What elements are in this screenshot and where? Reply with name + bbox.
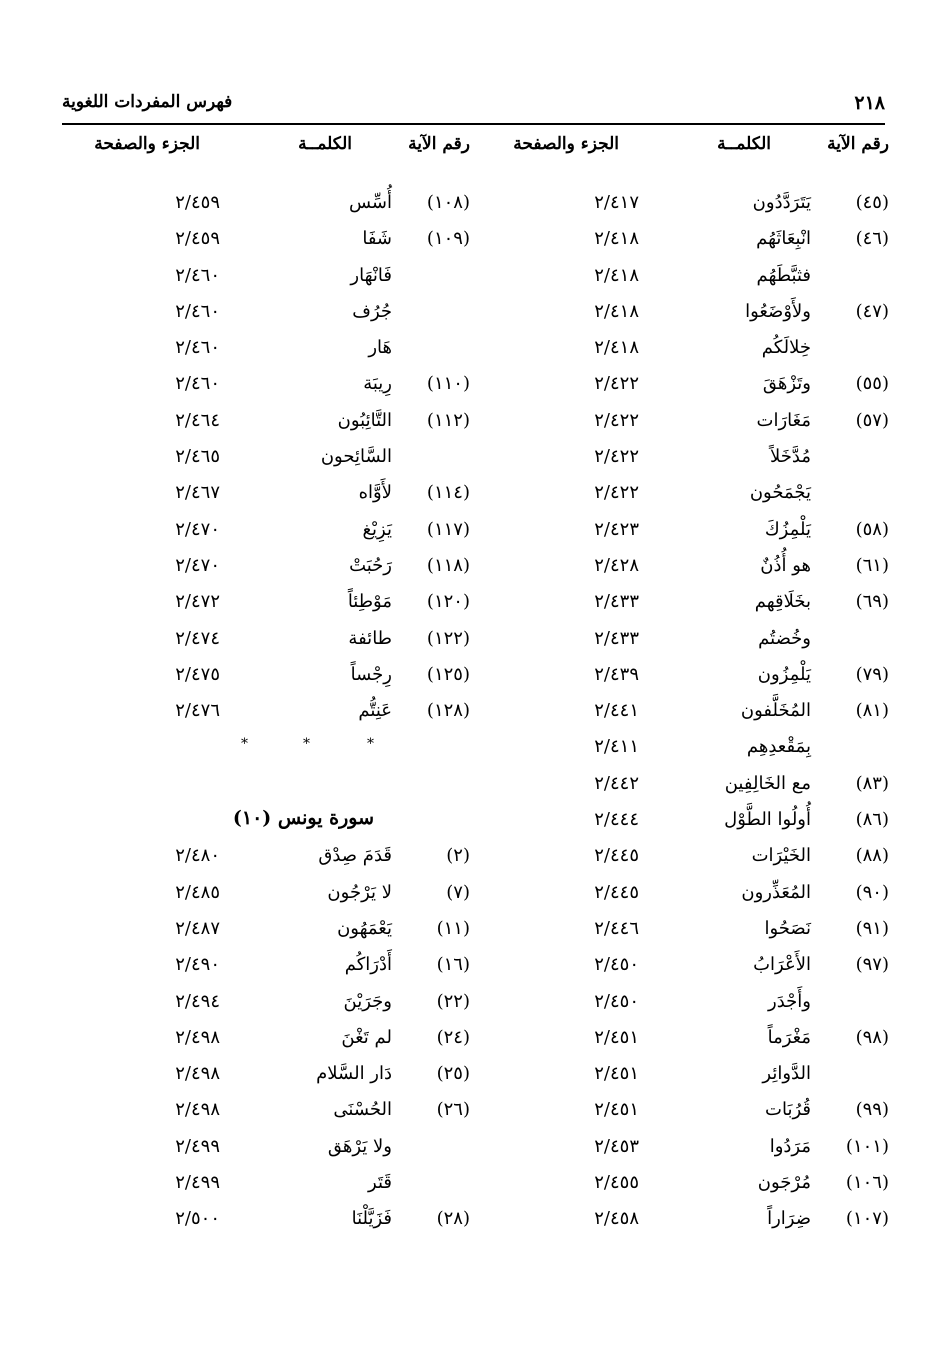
separator-star: * — [241, 736, 248, 753]
entry-word: يَلْمِزُكَ — [764, 518, 811, 540]
index-entry — [481, 985, 889, 1021]
entry-word: قَتَر — [368, 1172, 392, 1194]
index-entry — [481, 585, 889, 621]
entry-volume-page: ٢/٤٧٠ — [175, 554, 220, 576]
index-entry — [481, 767, 889, 803]
page-number: ٢١٨ — [854, 92, 885, 114]
entry-aya-number: (٥٨) — [855, 518, 889, 540]
entry-volume-page: ٢/٤٩٩ — [175, 1135, 220, 1157]
entry-word: لأَوَّاه — [358, 482, 392, 504]
entry-volume-page: ٢/٤٥٠ — [594, 990, 639, 1012]
separator-star: * — [303, 736, 310, 753]
entry-aya-number: (١٢٥) — [426, 663, 470, 685]
entry-volume-page: ٢/٤٨٠ — [175, 845, 220, 867]
entry-volume-page: ٢/٤٥١ — [594, 1063, 639, 1085]
entry-aya-number: (٤٧) — [855, 300, 889, 322]
entry-volume-page: ٢/٤٨٧ — [175, 917, 220, 939]
index-entry — [62, 1202, 470, 1238]
entry-word: فَزَيَّلْنَا — [351, 1208, 392, 1230]
entry-word: ضِرَاراً — [767, 1208, 811, 1230]
entry-word: هو أُذُنٌ — [760, 554, 811, 576]
entry-word: بِمَقْعدِهِم — [746, 736, 811, 758]
entry-word: يَلْمِزُون — [757, 663, 811, 685]
entry-word: الخَيْرَات — [751, 845, 811, 867]
entry-word: نَصَحُوا — [764, 917, 811, 939]
entry-aya-number: (٨٦) — [855, 809, 889, 831]
entry-volume-page: ٢/٤١٨ — [594, 337, 639, 359]
entry-aya-number: (٢٤) — [436, 1026, 470, 1048]
index-entry — [481, 1166, 889, 1202]
entry-volume-page: ٢/٤٥١ — [594, 1026, 639, 1048]
index-entry — [62, 440, 470, 476]
entry-word: يَجْمَحُون — [749, 482, 811, 504]
index-entry — [62, 1166, 470, 1202]
entry-volume-page: ٢/٤٥٣ — [594, 1135, 639, 1157]
entry-volume-page: ٢/٤٩٩ — [175, 1172, 220, 1194]
entry-volume-page: ٢/٤٢٨ — [594, 554, 639, 576]
entry-word: يَزِيْغ — [362, 518, 392, 540]
index-entry — [481, 259, 889, 295]
index-entry — [62, 839, 470, 875]
index-entry — [481, 331, 889, 367]
entry-aya-number: (٩٨) — [855, 1026, 889, 1048]
entry-volume-page: ٢/٤٤١ — [594, 700, 639, 722]
index-entry — [481, 948, 889, 984]
entry-volume-page: ٢/٤١٨ — [594, 264, 639, 286]
index-entry — [481, 839, 889, 875]
entry-aya-number: (٥٥) — [855, 373, 889, 395]
entry-volume-page: ٢/٤٩٨ — [175, 1063, 220, 1085]
entry-word: بخَلَاقِهم — [754, 591, 811, 613]
entry-word: المُعَذِّرون — [741, 881, 811, 903]
entry-aya-number: (٥٧) — [855, 409, 889, 431]
index-entry — [62, 186, 470, 222]
index-entry — [62, 1093, 470, 1129]
entry-volume-page: ٢/٤١٨ — [594, 228, 639, 250]
index-column-right — [481, 128, 889, 1268]
section-separator — [62, 730, 470, 766]
index-entry — [481, 622, 889, 658]
entry-aya-number: (٧) — [446, 881, 470, 903]
entry-volume-page: ٢/٤٥٥ — [594, 1172, 639, 1194]
header-aya-number: رقم الآية — [408, 134, 470, 154]
entry-word: فثبَّطَهُم — [756, 264, 811, 286]
spacer — [62, 767, 470, 803]
entry-aya-number: (٤٥) — [855, 192, 889, 213]
entry-aya-number: (١٠٨) — [426, 192, 470, 213]
entry-volume-page: ٢/٤٦٠ — [175, 337, 220, 359]
header-aya-number: رقم الآية — [827, 134, 889, 154]
index-entry — [62, 658, 470, 694]
entry-volume-page: ٢/٤٩٨ — [175, 1099, 220, 1121]
entry-aya-number: (١٢٢) — [426, 627, 470, 649]
entry-word: دَار السَّلام — [316, 1063, 392, 1085]
entries-surah-tawba — [62, 186, 470, 730]
index-entry — [62, 295, 470, 331]
entry-word: فَانْهَار — [350, 264, 392, 286]
index-entry — [481, 1057, 889, 1093]
index-entry — [481, 1021, 889, 1057]
index-entry — [62, 1057, 470, 1093]
entry-aya-number: (١٦) — [436, 954, 470, 976]
index-entry — [62, 476, 470, 512]
entry-volume-page: ٢/٤٤٢ — [594, 772, 639, 794]
entry-volume-page: ٢/٤٣٣ — [594, 627, 639, 649]
index-entry — [481, 876, 889, 912]
index-entry — [62, 404, 470, 440]
entry-volume-page: ٢/٤٣٣ — [594, 591, 639, 613]
entry-aya-number: (٩١) — [855, 917, 889, 939]
index-entry — [62, 985, 470, 1021]
entry-aya-number: (٦١) — [855, 554, 889, 576]
entry-aya-number: (١٢٨) — [426, 700, 470, 722]
entry-word: يَتَرَدَّدُون — [752, 192, 811, 213]
entry-word: انْبِعَاثَهُم — [756, 228, 811, 250]
entry-volume-page: ٢/٤٩٠ — [175, 954, 220, 976]
index-entry — [62, 549, 470, 585]
entry-aya-number: (١١٤) — [426, 482, 470, 504]
index-entry — [481, 658, 889, 694]
entry-volume-page: ٢/٤٤٤ — [594, 809, 639, 831]
surah-title: سورة يونس (١٠) — [232, 807, 374, 830]
header-volume-page: الجزء والصفحة — [513, 134, 619, 154]
entry-word: طائفة — [348, 627, 392, 649]
index-entry — [481, 1093, 889, 1129]
index-entry — [62, 948, 470, 984]
entry-word: مَوْطِئاً — [347, 591, 392, 613]
entry-aya-number: (٧٩) — [855, 663, 889, 685]
entry-volume-page: ٢/٤٩٨ — [175, 1026, 220, 1048]
separator-star: * — [367, 736, 374, 753]
entry-volume-page: ٢/٤٧٠ — [175, 518, 220, 540]
index-entry — [62, 331, 470, 367]
entry-aya-number: (١٠٩) — [426, 228, 470, 250]
index-entry — [62, 912, 470, 948]
entry-aya-number: (٦٩) — [855, 591, 889, 613]
entry-word: مَغَارَات — [756, 409, 811, 431]
entry-volume-page: ٢/٤٦٠ — [175, 373, 220, 395]
index-entry — [62, 694, 470, 730]
index-entry — [481, 513, 889, 549]
entry-volume-page: ٢/٤٧٢ — [175, 591, 220, 613]
header-rule — [62, 123, 885, 125]
entry-aya-number: (٩٧) — [855, 954, 889, 976]
entry-word: وجَرَيْنَ — [343, 990, 392, 1012]
index-entry — [62, 222, 470, 258]
entry-volume-page: ٢/٤٢٢ — [594, 409, 639, 431]
entry-word: أُسِّس — [348, 192, 392, 213]
entry-word: قَدَمَ صِدْق — [318, 845, 392, 867]
index-entry — [481, 295, 889, 331]
index-entry — [62, 513, 470, 549]
entry-word: مَغْرَماً — [767, 1026, 811, 1048]
entry-volume-page: ٢/٤٦٠ — [175, 264, 220, 286]
entry-volume-page: ٢/٤٥٩ — [175, 192, 220, 213]
entry-aya-number: (١٢٠) — [426, 591, 470, 613]
header-word: الكلمــة — [298, 134, 352, 154]
entry-aya-number: (١١٨) — [426, 554, 470, 576]
index-entry — [481, 476, 889, 512]
index-entry — [62, 259, 470, 295]
entry-volume-page: ٢/٤١٨ — [594, 300, 639, 322]
entry-word: مُرْجَون — [757, 1172, 811, 1194]
entry-volume-page: ٢/٤٢٢ — [594, 373, 639, 395]
entries-right — [481, 186, 889, 1239]
entry-volume-page: ٢/٤٧٤ — [175, 627, 220, 649]
entry-volume-page: ٢/٤٥٨ — [594, 1208, 639, 1230]
entry-aya-number: (٩٠) — [855, 881, 889, 903]
entry-volume-page: ٢/٤٧٦ — [175, 700, 220, 722]
index-entry — [62, 585, 470, 621]
entry-aya-number: (١١) — [436, 917, 470, 939]
entry-word: لم تَغْنَ — [341, 1026, 392, 1048]
entry-aya-number: (٨٨) — [855, 845, 889, 867]
entry-aya-number: (٢٥) — [436, 1063, 470, 1085]
header-word: الكلمــة — [717, 134, 771, 154]
entry-aya-number: (١١٠) — [426, 373, 470, 395]
index-entry — [62, 367, 470, 403]
index-entry — [62, 876, 470, 912]
entry-word: الأَعْرَابُ — [753, 954, 811, 976]
entry-word: وخُضتُم — [758, 627, 811, 649]
index-entry — [62, 1021, 470, 1057]
entry-aya-number: (١١٢) — [426, 409, 470, 431]
entry-word: جُرُف — [352, 300, 392, 322]
entry-word: السَّائِحون — [320, 446, 392, 468]
entry-word: عَنِتُّم — [358, 700, 392, 722]
index-entry — [481, 803, 889, 839]
entry-volume-page: ٢/٤١١ — [594, 736, 639, 758]
entry-aya-number: (٤٦) — [855, 228, 889, 250]
index-entry — [481, 440, 889, 476]
entry-aya-number: (٢٨) — [436, 1208, 470, 1230]
entry-aya-number: (١٠٦) — [845, 1172, 889, 1194]
entry-aya-number: (٢٢) — [436, 990, 470, 1012]
entry-word: ولأَوْضَعُوا — [745, 300, 811, 322]
entry-volume-page: ٢/٤٦٠ — [175, 300, 220, 322]
index-entry — [481, 186, 889, 222]
entry-word: مَرَدُوا — [769, 1135, 811, 1157]
index-entry — [481, 549, 889, 585]
header-volume-page: الجزء والصفحة — [94, 134, 200, 154]
entry-word: رِيبَة — [363, 373, 392, 395]
entry-volume-page: ٢/٤٦٥ — [175, 446, 220, 468]
index-entry — [481, 1130, 889, 1166]
entry-volume-page: ٢/٤٤٦ — [594, 917, 639, 939]
entry-aya-number: (١٠١) — [845, 1135, 889, 1157]
entry-volume-page: ٢/٤٢٣ — [594, 518, 639, 540]
entry-word: وأَجْدَر — [768, 990, 811, 1012]
column-headers — [62, 128, 470, 170]
entry-volume-page: ٢/٤٤٥ — [594, 881, 639, 903]
entry-volume-page: ٢/٤٩٤ — [175, 990, 220, 1012]
entry-word: المُخَلَّفون — [740, 700, 811, 722]
entry-word: مع الخَالِفِين — [724, 772, 811, 794]
entry-word: خِلالَكُم — [761, 337, 811, 359]
entry-volume-page: ٢/٤٢٢ — [594, 446, 639, 468]
entry-volume-page: ٢/٤٨٥ — [175, 881, 220, 903]
entry-aya-number: (٢) — [446, 845, 470, 867]
entries-left — [62, 186, 470, 1239]
entry-aya-number: (٨٣) — [855, 772, 889, 794]
entry-aya-number: (٨١) — [855, 700, 889, 722]
entry-word: وتَزْهَقَ — [762, 373, 811, 395]
entry-word: مُدَّخَلاً — [770, 446, 811, 468]
entry-word: الحُسْنَى — [333, 1099, 392, 1121]
entry-volume-page: ٢/٤٦٧ — [175, 482, 220, 504]
entry-word: شَفَا — [362, 228, 392, 250]
entry-volume-page: ٢/٤٥٩ — [175, 228, 220, 250]
index-entry — [481, 730, 889, 766]
entries-surah-yunus — [62, 839, 470, 1238]
entry-volume-page: ٢/٤٦٤ — [175, 409, 220, 431]
entry-word: رِجْساً — [350, 663, 392, 685]
index-column-left — [62, 128, 470, 1268]
index-entry — [481, 367, 889, 403]
index-entry — [481, 912, 889, 948]
index-entry — [62, 1130, 470, 1166]
entry-word: لا يَرْجُون — [327, 881, 392, 903]
index-entry — [62, 622, 470, 658]
entry-word: الدَّوائِر — [762, 1063, 811, 1085]
entry-word: هَار — [368, 337, 392, 359]
index-entry — [481, 694, 889, 730]
entry-volume-page: ٢/٤٥١ — [594, 1099, 639, 1121]
entry-aya-number: (١١٧) — [426, 518, 470, 540]
index-entry — [481, 222, 889, 258]
entry-aya-number: (٢٦) — [436, 1099, 470, 1121]
running-title: فهرس المفردات اللغوية — [62, 92, 233, 112]
index-entry — [481, 404, 889, 440]
surah-heading — [62, 803, 470, 839]
entry-aya-number: (١٠٧) — [845, 1208, 889, 1230]
entry-word: يَعْمَهُون — [337, 917, 392, 939]
column-headers — [481, 128, 889, 170]
entry-volume-page: ٢/٤٥٠ — [594, 954, 639, 976]
running-head — [62, 92, 885, 118]
entry-word: ولا يَرْهَق — [327, 1135, 392, 1157]
index-entry — [481, 1202, 889, 1238]
entry-word: أُولُوا الطَّوْل — [724, 809, 811, 831]
entry-volume-page: ٢/٤٣٩ — [594, 663, 639, 685]
entry-word: رَحُبَتْ — [349, 554, 392, 576]
entry-word: التَّائِبُون — [337, 409, 392, 431]
entry-volume-page: ٢/٤٢٢ — [594, 482, 639, 504]
entry-volume-page: ٢/٤١٧ — [594, 192, 639, 213]
entry-word: أَدْرَاكُم — [344, 954, 392, 976]
entry-volume-page: ٢/٥٠٠ — [175, 1208, 220, 1230]
entry-volume-page: ٢/٤٤٥ — [594, 845, 639, 867]
entry-volume-page: ٢/٤٧٥ — [175, 663, 220, 685]
entry-word: قُرُبَات — [765, 1099, 811, 1121]
entry-aya-number: (٩٩) — [855, 1099, 889, 1121]
